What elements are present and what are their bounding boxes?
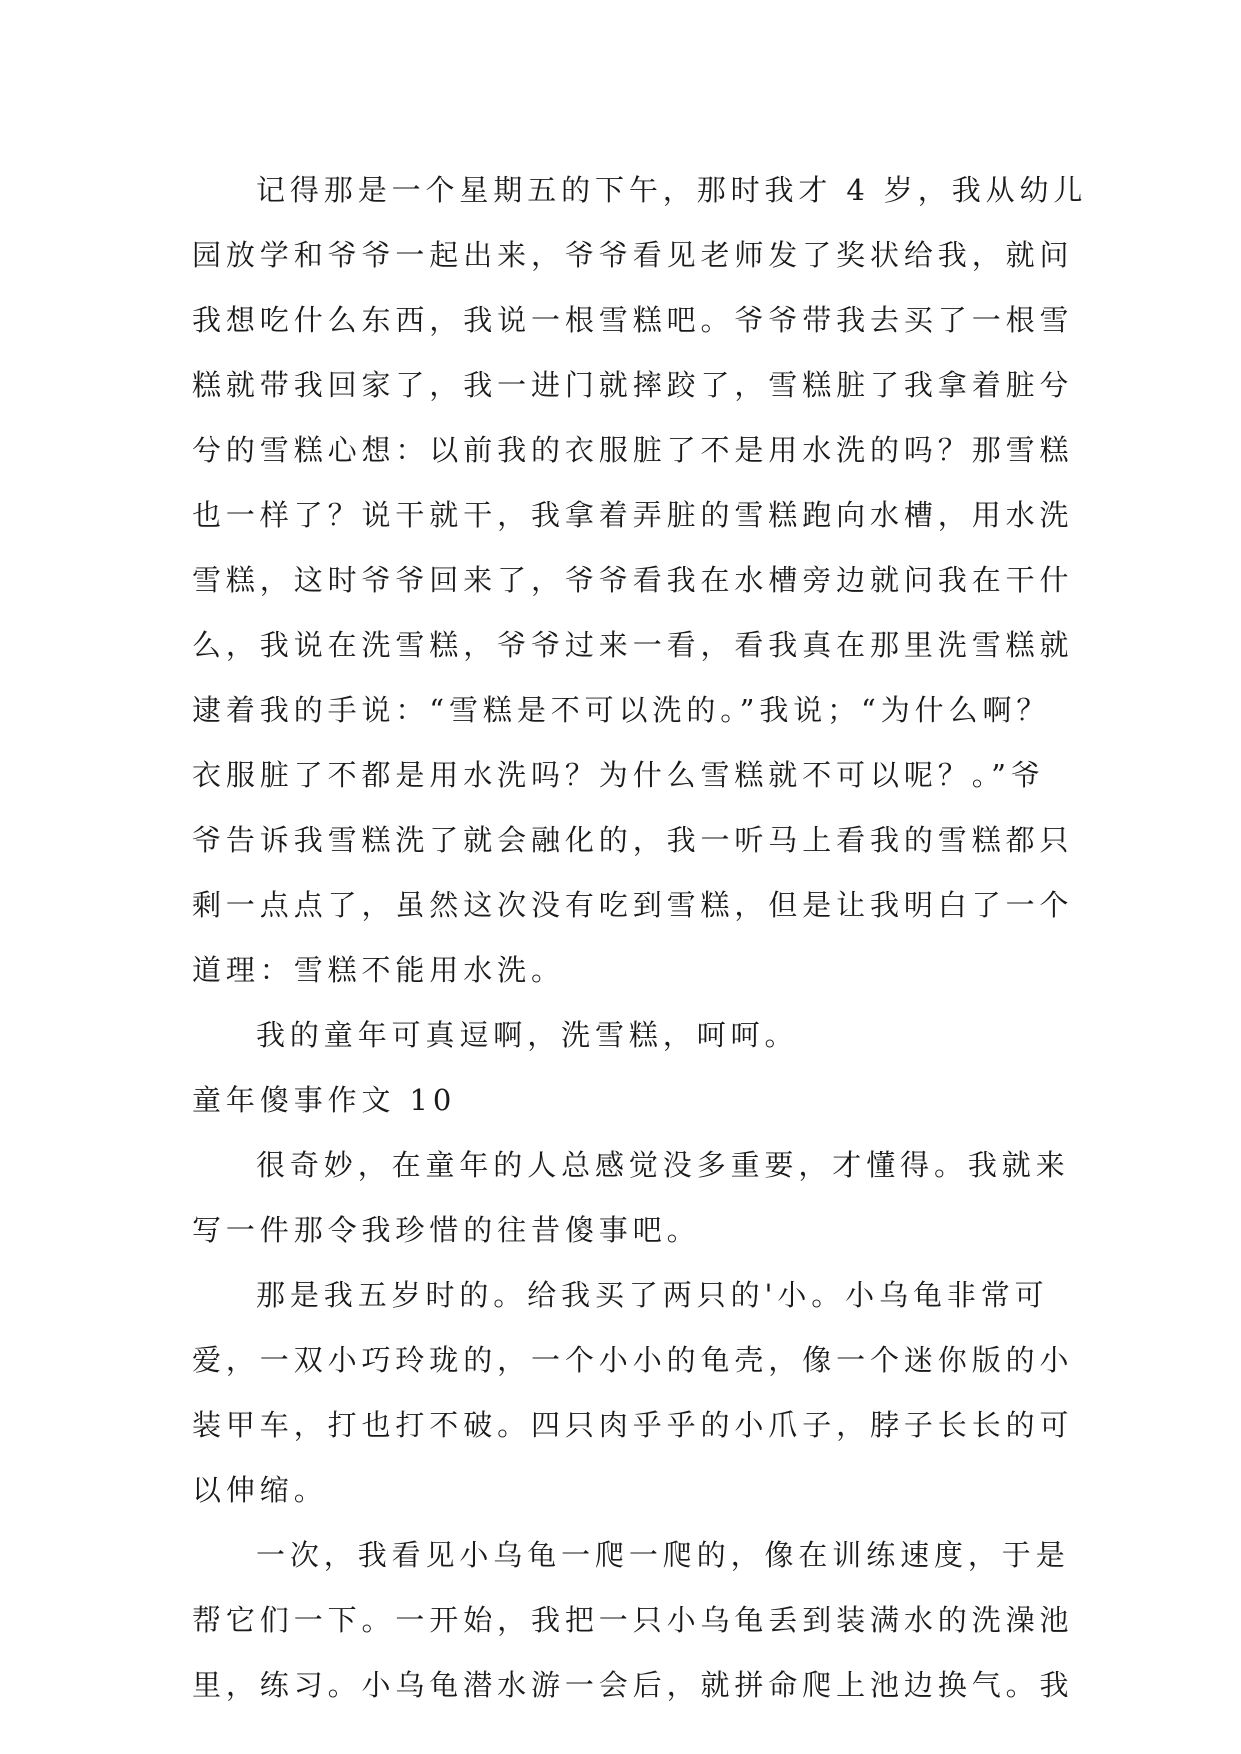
text-line: 记得那是一个星期五的下午，那时我才 4 岁，我从幼儿 — [256, 173, 1088, 207]
text-line: 帮它们一下。一开始，我把一只小乌龟丢到装满水的洗澡池 — [192, 1603, 1074, 1637]
text-line: 那是我五岁时的。给我买了两只的'小。小乌龟非常可 — [256, 1278, 1049, 1312]
text-line: 也一样了？说干就干，我拿着弄脏的雪糕跑向水槽，用水洗 — [192, 498, 1074, 532]
text-line: 糕就带我回家了，我一进门就摔跤了，雪糕脏了我拿着脏兮 — [192, 368, 1074, 402]
document-body — [192, 158, 1088, 1718]
text-line: 衣服脏了不都是用水洗吗？为什么雪糕就不可以呢？。”爷 — [192, 758, 1045, 792]
text-line: 爷告诉我雪糕洗了就会融化的，我一听马上看我的雪糕都只 — [192, 823, 1074, 857]
text-line: 我想吃什么东西，我说一根雪糕吧。爷爷带我去买了一根雪 — [192, 303, 1074, 337]
text-line: 童年傻事作文 10 — [192, 1083, 457, 1117]
text-line: 园放学和爷爷一起出来，爷爷看见老师发了奖状给我，就问 — [192, 238, 1074, 272]
text-line: 剩一点点了，虽然这次没有吃到雪糕，但是让我明白了一个 — [192, 888, 1074, 922]
text-line: 很奇妙，在童年的人总感觉没多重要，才懂得。我就来 — [256, 1148, 1070, 1182]
text-line: 里，练习。小乌龟潜水游一会后，就拼命爬上池边换气。我 — [192, 1668, 1074, 1702]
text-line: 么，我说在洗雪糕，爷爷过来一看，看我真在那里洗雪糕就 — [192, 628, 1074, 662]
text-line: 雪糕，这时爷爷回来了，爷爷看我在水槽旁边就问我在干什 — [192, 563, 1074, 597]
text-line: 以伸缩。 — [192, 1473, 328, 1507]
text-line: 爱，一双小巧玲珑的，一个小小的龟壳，像一个迷你版的小 — [192, 1343, 1074, 1377]
text-line: 一次，我看见小乌龟一爬一爬的，像在训练速度，于是 — [256, 1538, 1070, 1572]
text-line: 写一件那令我珍惜的往昔傻事吧。 — [192, 1213, 701, 1247]
text-line: 道理：雪糕不能用水洗。 — [192, 953, 565, 987]
text-line: 我的童年可真逗啊，洗雪糕，呵呵。 — [256, 1018, 799, 1052]
text-line: 装甲车，打也打不破。四只肉乎乎的小爪子，脖子长长的可 — [192, 1408, 1074, 1442]
text-line: 逮着我的手说：“雪糕是不可以洗的。”我说；“为什么啊？ — [192, 693, 1051, 727]
text-line: 兮的雪糕心想：以前我的衣服脏了不是用水洗的吗？那雪糕 — [192, 433, 1074, 467]
